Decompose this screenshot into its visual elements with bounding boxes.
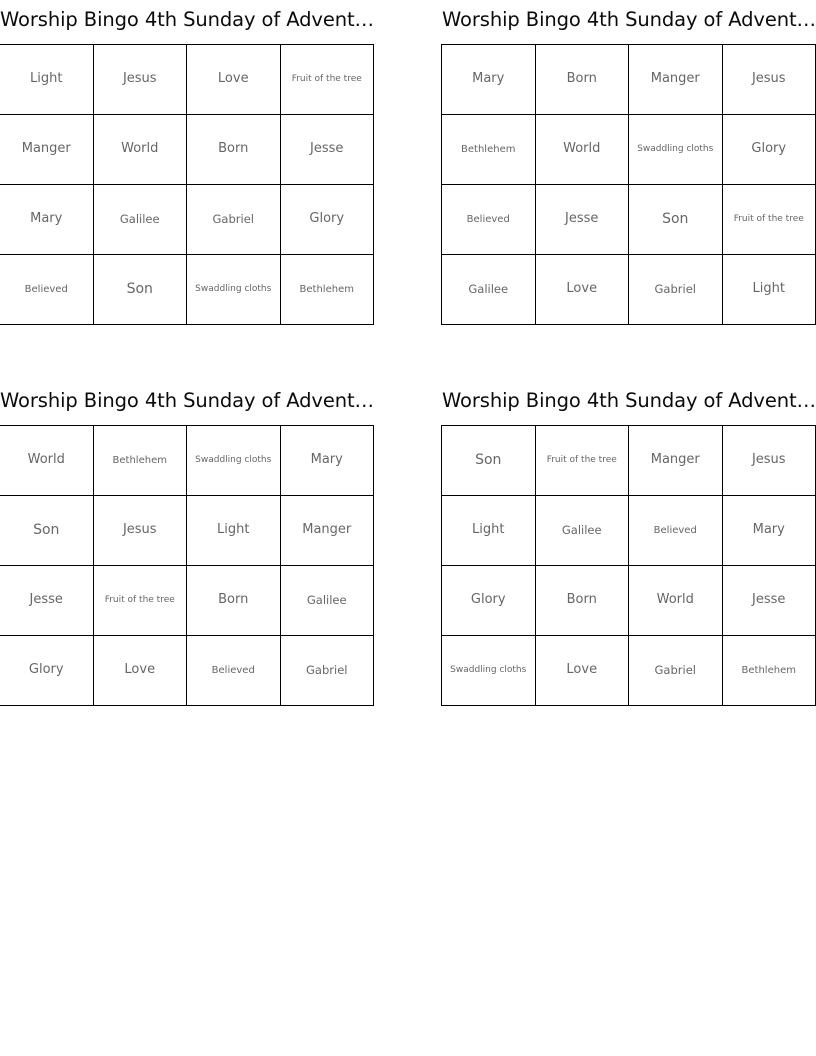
bingo-cell-label: Manger <box>650 452 700 468</box>
bingo-cell[interactable] <box>0 45 94 115</box>
bingo-cell-label: Gabriel <box>212 211 254 226</box>
bingo-cell-label: Fruit of the tree <box>291 74 362 85</box>
bingo-cell[interactable] <box>629 426 723 496</box>
bingo-cell-label: Glory <box>751 141 787 157</box>
bingo-cell-label: Believed <box>24 283 68 295</box>
bingo-cell[interactable] <box>723 496 816 566</box>
bingo-cell[interactable] <box>187 426 281 496</box>
bingo-cell-label: Love <box>566 662 598 678</box>
bingo-cell-label: Jesus <box>751 452 786 468</box>
bingo-cell-label: Son <box>662 211 689 228</box>
bingo-cell[interactable] <box>723 566 816 636</box>
bingo-cell[interactable] <box>442 566 536 636</box>
bingo-cell-label: Believed <box>211 664 255 676</box>
bingo-cell-label: Swaddling cloths <box>637 144 714 155</box>
bingo-cell-label: Love <box>124 662 156 678</box>
bingo-cell-label: Light <box>217 522 250 538</box>
bingo-cell[interactable] <box>187 566 281 636</box>
bingo-cell-label: Jesus <box>122 522 157 538</box>
bingo-cell-label: Jesse <box>565 211 599 227</box>
bingo-cell-label: Jesus <box>751 71 786 87</box>
bingo-cell-label: World <box>121 141 159 157</box>
bingo-cell-label: Bethlehem <box>741 664 796 676</box>
bingo-cell[interactable] <box>94 636 188 706</box>
bingo-cell[interactable] <box>281 496 375 566</box>
bingo-cell[interactable] <box>94 185 188 255</box>
bingo-cell-label: Bethlehem <box>299 283 354 295</box>
bingo-cell[interactable] <box>281 566 375 636</box>
bingo-cell[interactable] <box>536 115 630 185</box>
bingo-cell[interactable] <box>723 255 816 325</box>
bingo-cell-label: Son <box>475 452 502 469</box>
bingo-cell-label: Mary <box>472 71 505 87</box>
bingo-cell-label: Swaddling cloths <box>450 665 527 676</box>
bingo-cell[interactable] <box>187 185 281 255</box>
bingo-cell-label: Galilee <box>468 281 509 296</box>
bingo-card <box>441 389 816 706</box>
bingo-cell-label: Mary <box>30 211 63 227</box>
card-title: Worship Bingo 4th Sunday of Advent… <box>0 8 374 31</box>
bingo-cell-label: World <box>656 592 694 608</box>
bingo-cell[interactable] <box>0 566 94 636</box>
bingo-cell-label: Born <box>218 141 249 157</box>
bingo-cell-label: Gabriel <box>306 662 348 677</box>
bingo-cell[interactable] <box>536 426 630 496</box>
bingo-cell-label: Gabriel <box>654 281 696 296</box>
bingo-cell[interactable] <box>94 426 188 496</box>
bingo-cell-label: Swaddling cloths <box>195 455 272 466</box>
bingo-cell[interactable] <box>0 115 94 185</box>
bingo-cell[interactable] <box>187 636 281 706</box>
bingo-cell[interactable] <box>281 255 375 325</box>
bingo-cell-label: Mary <box>310 452 343 468</box>
bingo-cell[interactable] <box>187 45 281 115</box>
bingo-card <box>0 389 374 706</box>
bingo-cell[interactable] <box>442 636 536 706</box>
bingo-cell-label: World <box>563 141 601 157</box>
bingo-cell-label: Gabriel <box>654 662 696 677</box>
bingo-cell-label: Believed <box>466 213 510 225</box>
bingo-cell-label: Jesse <box>752 592 786 608</box>
bingo-cell[interactable] <box>723 426 816 496</box>
bingo-cell[interactable] <box>0 185 94 255</box>
bingo-cell[interactable] <box>536 45 630 115</box>
bingo-cell-label: Bethlehem <box>112 454 167 466</box>
bingo-cell-label: Mary <box>752 522 785 538</box>
bingo-grid <box>441 44 816 325</box>
bingo-cell-label: Bethlehem <box>461 143 516 155</box>
bingo-cell-label: Swaddling cloths <box>195 284 272 295</box>
bingo-cell-label: Love <box>566 281 598 297</box>
bingo-grid <box>441 425 816 706</box>
bingo-cell-label: Glory <box>470 592 506 608</box>
bingo-cell-label: Love <box>217 71 249 87</box>
bingo-cell-label: Manger <box>302 522 352 538</box>
bingo-cell[interactable] <box>442 115 536 185</box>
bingo-cell[interactable] <box>442 255 536 325</box>
bingo-cell-label: Fruit of the tree <box>104 595 175 606</box>
bingo-grid <box>0 425 374 706</box>
card-title: Worship Bingo 4th Sunday of Advent… <box>0 389 374 412</box>
bingo-cell[interactable] <box>0 496 94 566</box>
bingo-grid <box>0 44 374 325</box>
bingo-cell-label: Manger <box>21 141 71 157</box>
bingo-cell[interactable] <box>0 255 94 325</box>
bingo-cell[interactable] <box>723 636 816 706</box>
bingo-cell-label: Jesus <box>122 71 157 87</box>
bingo-cell[interactable] <box>629 185 723 255</box>
bingo-cell[interactable] <box>629 496 723 566</box>
bingo-cell-label: Galilee <box>561 522 602 537</box>
bingo-cell-label: World <box>27 452 65 468</box>
bingo-cell[interactable] <box>94 255 188 325</box>
bingo-cell-label: Son <box>33 522 60 539</box>
bingo-cell-label: Glory <box>309 211 345 227</box>
bingo-cell[interactable] <box>629 566 723 636</box>
bingo-cell[interactable] <box>281 636 375 706</box>
bingo-cell[interactable] <box>94 115 188 185</box>
bingo-cell-label: Light <box>472 522 505 538</box>
bingo-card <box>441 8 816 325</box>
bingo-cell[interactable] <box>281 426 375 496</box>
bingo-cell-label: Manger <box>650 71 700 87</box>
bingo-cell-label: Son <box>126 281 153 298</box>
bingo-cell-label: Galilee <box>306 592 347 607</box>
bingo-cell[interactable] <box>629 45 723 115</box>
bingo-cell-label: Born <box>218 592 249 608</box>
bingo-cell-label: Galilee <box>119 211 160 226</box>
bingo-cell[interactable] <box>0 636 94 706</box>
bingo-cell[interactable] <box>281 115 375 185</box>
bingo-cell[interactable] <box>629 115 723 185</box>
bingo-cell-label: Born <box>566 71 597 87</box>
bingo-cell[interactable] <box>281 185 375 255</box>
bingo-cell-label: Believed <box>653 524 697 536</box>
bingo-cell-label: Fruit of the tree <box>546 455 617 466</box>
bingo-cell[interactable] <box>723 45 816 115</box>
bingo-cell-label: Jesse <box>310 141 344 157</box>
bingo-cell[interactable] <box>281 45 375 115</box>
bingo-card <box>0 8 374 325</box>
bingo-cell[interactable] <box>536 566 630 636</box>
bingo-cell[interactable] <box>442 426 536 496</box>
bingo-cell[interactable] <box>536 255 630 325</box>
bingo-cell[interactable] <box>629 255 723 325</box>
bingo-cell[interactable] <box>442 45 536 115</box>
bingo-cell[interactable] <box>536 185 630 255</box>
bingo-cell-label: Jesse <box>29 592 63 608</box>
bingo-cell-label: Light <box>30 71 63 87</box>
bingo-cell[interactable] <box>94 45 188 115</box>
card-title: Worship Bingo 4th Sunday of Advent… <box>442 8 816 31</box>
bingo-cell[interactable] <box>536 636 630 706</box>
bingo-cell[interactable] <box>187 496 281 566</box>
bingo-cell-label: Fruit of the tree <box>733 214 804 225</box>
bingo-cell[interactable] <box>0 426 94 496</box>
bingo-cell[interactable] <box>629 636 723 706</box>
bingo-cell[interactable] <box>442 185 536 255</box>
bingo-cell[interactable] <box>94 566 188 636</box>
bingo-cell[interactable] <box>723 115 816 185</box>
bingo-cell[interactable] <box>442 496 536 566</box>
bingo-cell[interactable] <box>187 255 281 325</box>
bingo-cell[interactable] <box>536 496 630 566</box>
bingo-cell[interactable] <box>94 496 188 566</box>
bingo-cell[interactable] <box>723 185 816 255</box>
card-title: Worship Bingo 4th Sunday of Advent… <box>442 389 816 412</box>
bingo-cell-label: Glory <box>28 662 64 678</box>
bingo-cell-label: Born <box>566 592 597 608</box>
bingo-cell-label: Light <box>752 281 785 297</box>
bingo-cell[interactable] <box>187 115 281 185</box>
